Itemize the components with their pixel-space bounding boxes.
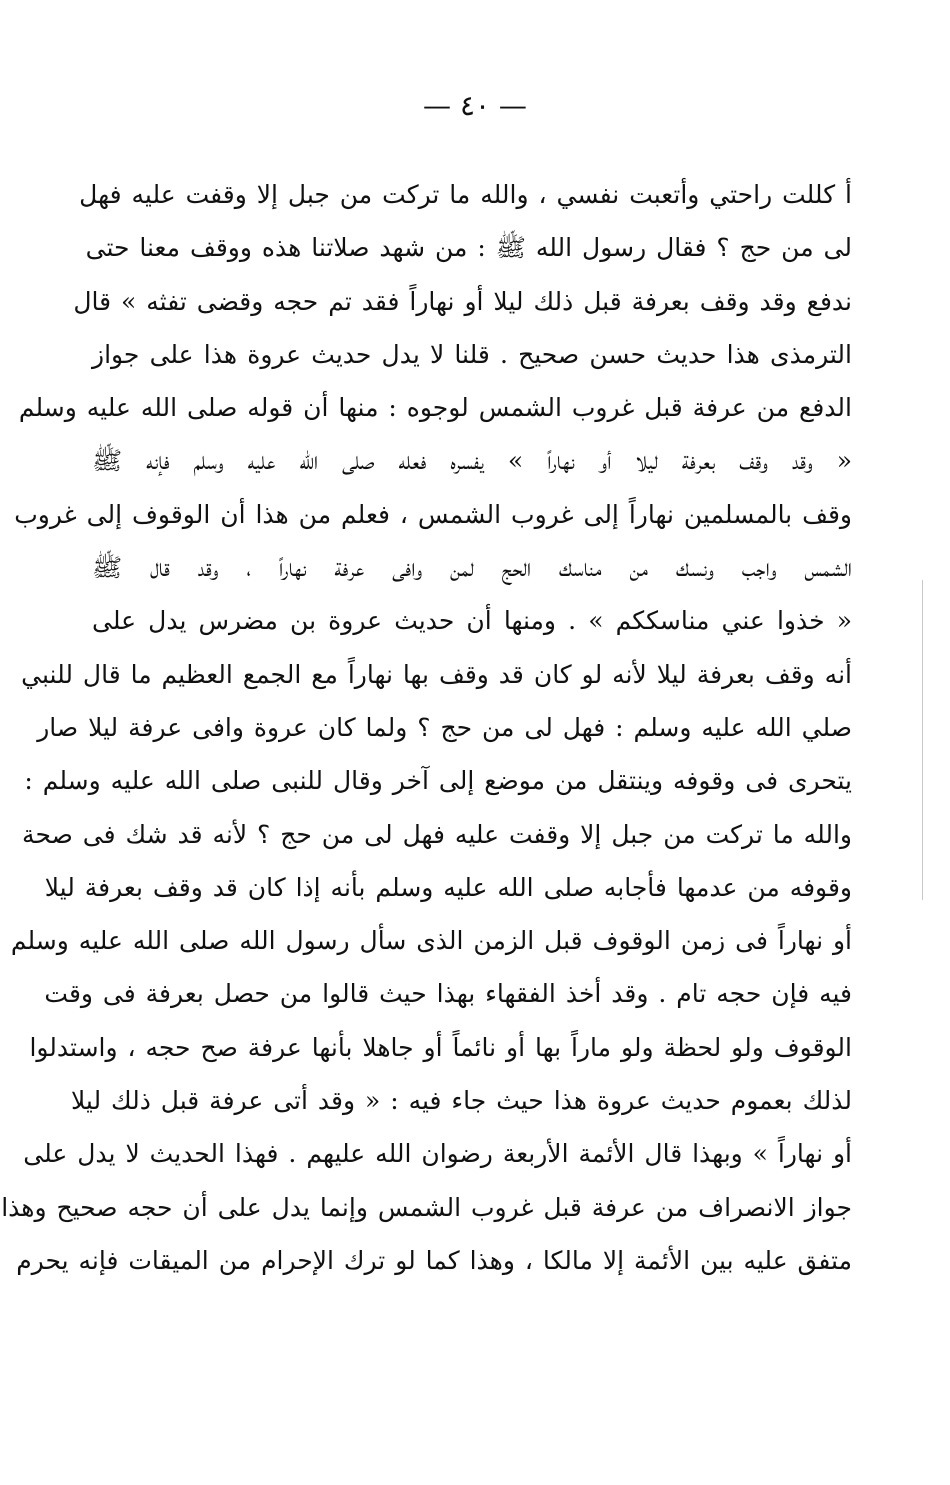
text-line: ندفع وقد وقف بعرفة قبل ذلك ليلا أو نهاراً فقد تم حجه وقضى تفثه » قال (73, 286, 852, 316)
text-line: « وقد وقف بعرفة ليلا أو نهاراً » يفسره فعله صلى الله عليه وسلم فإنه ﷺ (92, 446, 852, 476)
text-line: صلي الله عليه وسلم : فهل لى من حج ؟ ولما كان عروة وافى عرفة ليلا صار (37, 712, 852, 742)
text-line: أو نهاراً فى زمن الوقوف قبل الزمن الذى سأل رسول الله صلى الله عليه وسلم (10, 926, 852, 956)
text-line: الشمس واجب ونسك من مناسك الحج لمن وافى عرفة نهاراً ، وقد قال ﷺ (92, 553, 852, 583)
text-line: أنه وقف بعرفة ليلا لأنه لو كان قد وقف بها نهاراً مع الجمع العظيم ما قال للنبي (21, 659, 852, 689)
text-line: لى من حج ؟ فقال رسول الله ﷺ : من شهد صلاتنا هذه ووقف معنا حتى (85, 233, 852, 263)
text-line: يتحرى فى وقوفه وينتقل من موضع إلى آخر وقال للنبى صلى الله عليه وسلم : (24, 766, 852, 796)
text-line: جواز الانصراف من عرفة قبل غروب الشمس وإنما يدل على أن حجه صحيح وهذا (1, 1192, 852, 1222)
text-line: والله ما تركت من جبل إلا وقفت عليه فهل لى من حج ؟ لأنه قد شك فى صحة (22, 819, 852, 849)
text-line: الترمذى هذا حديث حسن صحيح . قلنا لا يدل حديث عروة هذا على جواز (92, 339, 852, 369)
text-line: « خذوا عني مناسككم » . ومنها أن حديث عروة بن مضرس يدل على (92, 606, 852, 636)
scan-margin-line (922, 580, 923, 900)
page-number: — ٤٠ — (423, 89, 527, 122)
text-line: أ كللت راحتي وأتعبت نفسي ، والله ما تركت من جبل إلا وقفت عليه فهل (79, 180, 852, 209)
text-line: الوقوف ولو لحظة ولو ماراً بها أو نائماً أو جاهلا بأنها عرفة صح حجه ، واستدلوا (29, 1032, 852, 1062)
text-line: وقف بالمسلمين نهاراً إلى غروب الشمس ، فعلم من هذا أن الوقوف إلى غروب (14, 499, 852, 529)
text-line: متفق عليه بين الأئمة إلا مالكا ، وهذا كما لو ترك الإحرام من الميقات فإنه يحرم (16, 1245, 852, 1275)
text-line: أو نهاراً » وبهذا قال الأئمة الأربعة رضوان الله عليهم . فهذا الحديث لا يدل على (23, 1139, 852, 1169)
text-line: الدفع من عرفة قبل غروب الشمس لوجوه : منها أن قوله صلى الله عليه وسلم (18, 393, 852, 423)
text-line: لذلك بعموم حديث عروة هذا حيث جاء فيه : « وقد أتى عرفة قبل ذلك ليلا (71, 1086, 852, 1116)
page-text-body (1, 168, 852, 1287)
text-line: فيه فإن حجه تام . وقد أخذ الفقهاء بهذا حيث قالوا من حصل بعرفة فى وقت (44, 979, 852, 1009)
text-line: وقوفه من عدمها فأجابه صلى الله عليه وسلم بأنه إذا كان قد وقف بعرفة ليلا (44, 872, 852, 902)
